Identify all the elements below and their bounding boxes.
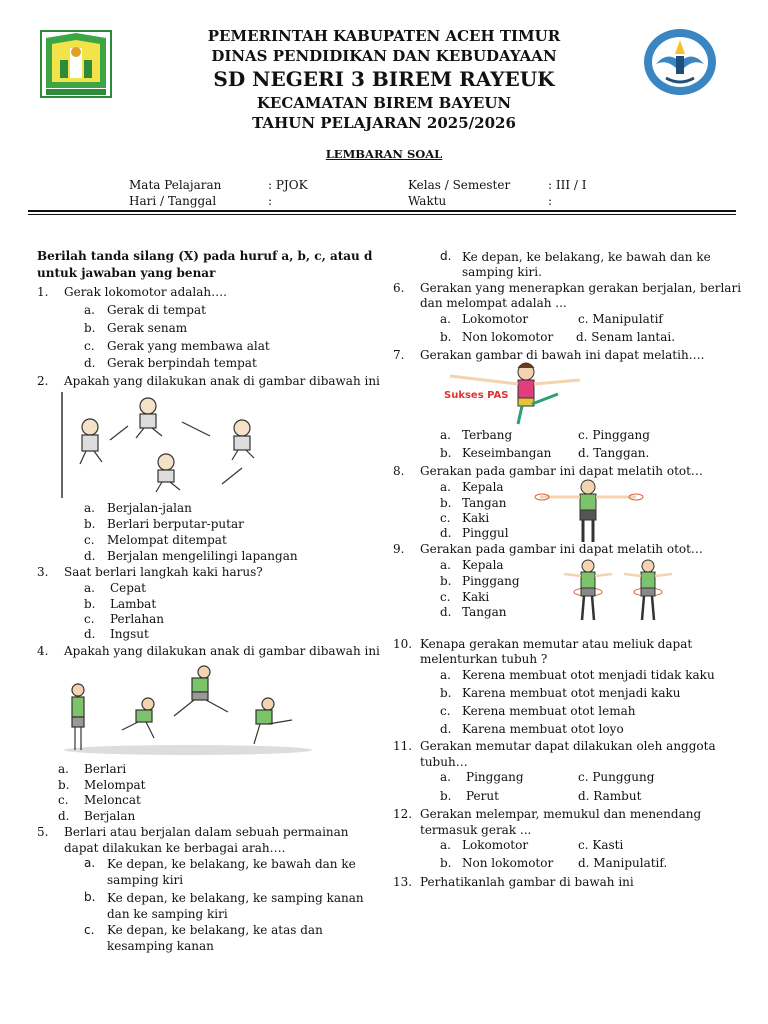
q10-option-a-letter: a.	[440, 668, 451, 682]
q7-option-d: d. Tanggan.	[578, 446, 650, 460]
q2-option-c: Melompat ditempat	[107, 533, 227, 547]
q12-option-c: c. Kasti	[578, 838, 624, 852]
q4-option-c-letter: c.	[58, 793, 69, 807]
q5-number: 5.	[37, 825, 49, 839]
q7-option-b: Keseimbangan	[462, 446, 552, 460]
q6-option-a: Lokomotor	[462, 312, 529, 326]
subject-label: Mata Pelajaran	[129, 178, 222, 192]
q4-text: Apakah yang dilakukan anak di gambar dibawah ini	[64, 644, 380, 658]
q9-option-d-letter: d.	[440, 605, 452, 619]
q9-option-a: Kepala	[462, 558, 504, 572]
q5-option-c-line-2: kesamping kanan	[107, 939, 214, 953]
q10-option-d-letter: d.	[440, 722, 452, 736]
q4-option-c: Meloncat	[84, 793, 141, 807]
q8-arm-circling-illustration	[532, 478, 648, 544]
class-value: : III / I	[548, 178, 587, 192]
q4-option-a: Berlari	[84, 762, 127, 776]
q9-option-b-letter: b.	[440, 574, 452, 588]
q6-text-line-1: Gerakan yang menerapkan gerakan berjalan, berlari	[420, 281, 742, 295]
q2-number: 2.	[37, 374, 49, 388]
q11-option-a: Pinggang	[466, 770, 524, 784]
q7-option-c: c. Pinggang	[578, 428, 650, 442]
q2-option-d-letter: d.	[84, 549, 96, 563]
q3-option-b: Lambat	[110, 597, 157, 611]
q4-child-jumping-illustration	[58, 660, 318, 758]
q11-option-d: d. Rambut	[578, 789, 642, 803]
q1-option-b: Gerak senam	[107, 321, 188, 335]
q2-option-b: Berlari berputar-putar	[107, 517, 244, 531]
q11-option-b: Perut	[466, 789, 499, 803]
time-label: Waktu	[408, 194, 447, 208]
q1-option-a: Gerak di tempat	[107, 303, 206, 317]
q8-number: 8.	[393, 464, 405, 478]
q6-number: 6.	[393, 281, 405, 295]
q7-option-a: Terbang	[462, 428, 513, 442]
subject-value: : PJOK	[268, 178, 308, 192]
q3-option-b-letter: b.	[84, 597, 96, 611]
q3-number: 3.	[37, 565, 49, 579]
q7-option-b-letter: b.	[440, 446, 452, 460]
q12-text-line-1: Gerakan melempar, memukul dan menendang	[420, 807, 702, 821]
q4-option-a-letter: a.	[58, 762, 69, 776]
q5-option-c-letter: c.	[84, 923, 95, 937]
q11-option-b-letter: b.	[440, 789, 452, 803]
q5-option-a-letter: a.	[84, 856, 96, 870]
q10-option-b-letter: b.	[440, 686, 452, 700]
q2-option-d: Berjalan mengelilingi lapangan	[107, 549, 298, 563]
q10-option-c: Kerena membuat otot lemah	[462, 704, 636, 718]
header-divider-thick	[28, 210, 736, 212]
day-value: :	[268, 194, 273, 208]
q3-option-c-letter: c.	[84, 612, 95, 626]
q8-option-a-letter: a.	[440, 480, 451, 494]
instruction-line-2: untuk jawaban yang benar	[37, 266, 216, 280]
q5-text-line-2: dapat dilakukan ke berbagai arah….	[64, 841, 286, 855]
q11-text-line-2: tubuh…	[420, 755, 468, 769]
q9-option-d: Tangan	[462, 605, 507, 619]
q1-text: Gerak lokomotor adalah….	[64, 285, 227, 299]
q6-option-b-letter: b.	[440, 330, 452, 344]
q12-option-a: Lokomotor	[462, 838, 529, 852]
q12-option-b: Non lokomotor	[462, 856, 554, 870]
header-district: KECAMATAN BIREM BAYEUN	[256, 94, 512, 112]
q9-option-c-letter: c.	[440, 590, 451, 604]
q1-option-d: Gerak berpindah tempat	[107, 356, 257, 370]
header-school-name: SD NEGERI 3 BIREM RAYEUK	[213, 67, 555, 91]
header-academic-year: TAHUN PELAJARAN 2025/2026	[252, 114, 516, 132]
q4-option-d-letter: d.	[58, 809, 70, 823]
q11-option-c: c. Punggung	[578, 770, 655, 784]
q12-option-a-letter: a.	[440, 838, 451, 852]
q10-option-c-letter: c.	[440, 704, 451, 718]
q6-text-line-2: dan melompat adalah ...	[420, 296, 567, 310]
q10-number: 10.	[393, 637, 413, 651]
header-divider-thin	[28, 214, 736, 215]
q12-text-line-2: termasuk gerak ...	[420, 823, 532, 837]
instruction-line-1: Berilah tanda silang (X) pada huruf a, b, c, atau d	[37, 249, 373, 263]
q3-text: Saat berlari langkah kaki harus?	[64, 565, 263, 579]
q8-option-b: Tangan	[462, 496, 507, 510]
q12-option-b-letter: b.	[440, 856, 452, 870]
q7-text: Gerakan gambar di bawah ini dapat melatih….	[420, 348, 705, 362]
q13-text: Perhatikanlah gambar di bawah ini	[420, 875, 634, 889]
q6-option-a-letter: a.	[440, 312, 451, 326]
q3-option-d: Ingsut	[110, 627, 149, 641]
q4-option-b: Melompat	[84, 778, 146, 792]
q7-option-a-letter: a.	[440, 428, 451, 442]
q6-option-b: Non lokomotor	[462, 330, 554, 344]
q10-option-a: Kerena membuat otot menjadi tidak kaku	[462, 668, 715, 682]
q9-option-c: Kaki	[462, 590, 490, 604]
q8-option-c: Kaki	[462, 511, 490, 525]
q2-option-b-letter: b.	[84, 517, 96, 531]
q5-option-c-line-1: Ke depan, ke belakang, ke atas dan	[107, 923, 323, 937]
q6-option-d: d. Senam lantai.	[576, 330, 676, 344]
q2-children-running-illustration	[60, 392, 280, 498]
q5-text-line-1: Berlari atau berjalan dalam sebuah permainan	[64, 825, 349, 839]
q8-option-d: Pinggul	[462, 526, 509, 540]
q6-option-c: c. Manipulatif	[578, 312, 663, 326]
q8-option-a: Kepala	[462, 480, 504, 494]
class-label: Kelas / Semester	[408, 178, 511, 192]
q9-option-a-letter: a.	[440, 558, 451, 572]
sheet-title: LEMBARAN SOAL	[325, 147, 443, 161]
q11-number: 11.	[393, 739, 413, 753]
q12-number: 12.	[393, 807, 413, 821]
q1-option-d-letter: d.	[84, 356, 96, 370]
q5-option-d-letter: d.	[440, 249, 452, 263]
q4-option-b-letter: b.	[58, 778, 70, 792]
q9-hip-rotation-illustration	[560, 558, 678, 622]
q2-option-c-letter: c.	[84, 533, 95, 547]
q3-option-a: Cepat	[110, 581, 146, 595]
day-label: Hari / Tanggal	[129, 194, 217, 208]
q12-option-d: d. Manipulatif.	[578, 856, 668, 870]
q5-option-a-line-1: Ke depan, ke belakang, ke bawah dan ke	[107, 857, 356, 871]
q10-text-line-2: melenturkan tubuh ?	[420, 652, 548, 666]
q1-number: 1.	[37, 285, 49, 299]
q8-text: Gerakan pada gambar ini dapat melatih otot…	[420, 464, 703, 478]
q7-number: 7.	[393, 348, 405, 362]
q1-option-a-letter: a.	[84, 303, 95, 317]
q2-text: Apakah yang dilakukan anak di gambar dibawah ini	[64, 374, 380, 388]
q5-option-b-line-2: dan ke samping kiri	[107, 907, 228, 921]
q4-option-d: Berjalan	[84, 809, 136, 823]
q10-text-line-1: Kenapa gerakan memutar atau meliuk dapat	[420, 637, 693, 651]
q11-text-line-1: Gerakan memutar dapat dilakukan oleh anggota	[420, 739, 716, 753]
q1-option-b-letter: b.	[84, 321, 96, 335]
q5-option-b-line-1: Ke depan, ke belakang, ke samping kanan	[107, 891, 364, 905]
q9-option-b: Pinggang	[462, 574, 520, 588]
time-value: :	[548, 194, 553, 208]
q4-number: 4.	[37, 644, 49, 658]
q2-option-a-letter: a.	[84, 501, 95, 515]
q13-number: 13.	[393, 875, 413, 889]
q8-option-d-letter: d.	[440, 526, 452, 540]
q9-text: Gerakan pada gambar ini dapat melatih otot…	[420, 542, 703, 556]
q3-option-c: Perlahan	[110, 612, 164, 626]
q3-option-d-letter: d.	[84, 627, 96, 641]
q2-option-a: Berjalan-jalan	[107, 501, 192, 515]
q5-option-d-line-1: Ke depan, ke belakang, ke bawah dan ke	[462, 250, 711, 264]
header-agency: DINAS PENDIDIKAN DAN KEBUDAYAAN	[211, 47, 557, 65]
q5-option-d-line-2: samping kiri.	[462, 265, 542, 279]
q1-option-c: Gerak yang membawa alat	[107, 339, 270, 353]
header-government: PEMERINTAH KABUPATEN ACEH TIMUR	[207, 27, 561, 45]
q8-option-b-letter: b.	[440, 496, 452, 510]
q11-option-a-letter: a.	[440, 770, 451, 784]
q10-option-d: Karena membuat otot loyo	[462, 722, 624, 736]
q7-image-caption: Sukses PAS	[444, 390, 509, 401]
q3-option-a-letter: a.	[84, 581, 95, 595]
q10-option-b: Karena membuat otot menjadi kaku	[462, 686, 681, 700]
q9-number: 9.	[393, 542, 405, 556]
q5-option-a-line-2: samping kiri	[107, 873, 184, 887]
q8-option-c-letter: c.	[440, 511, 451, 525]
q1-option-c-letter: c.	[84, 339, 95, 353]
q5-option-b-letter: b.	[84, 890, 96, 904]
